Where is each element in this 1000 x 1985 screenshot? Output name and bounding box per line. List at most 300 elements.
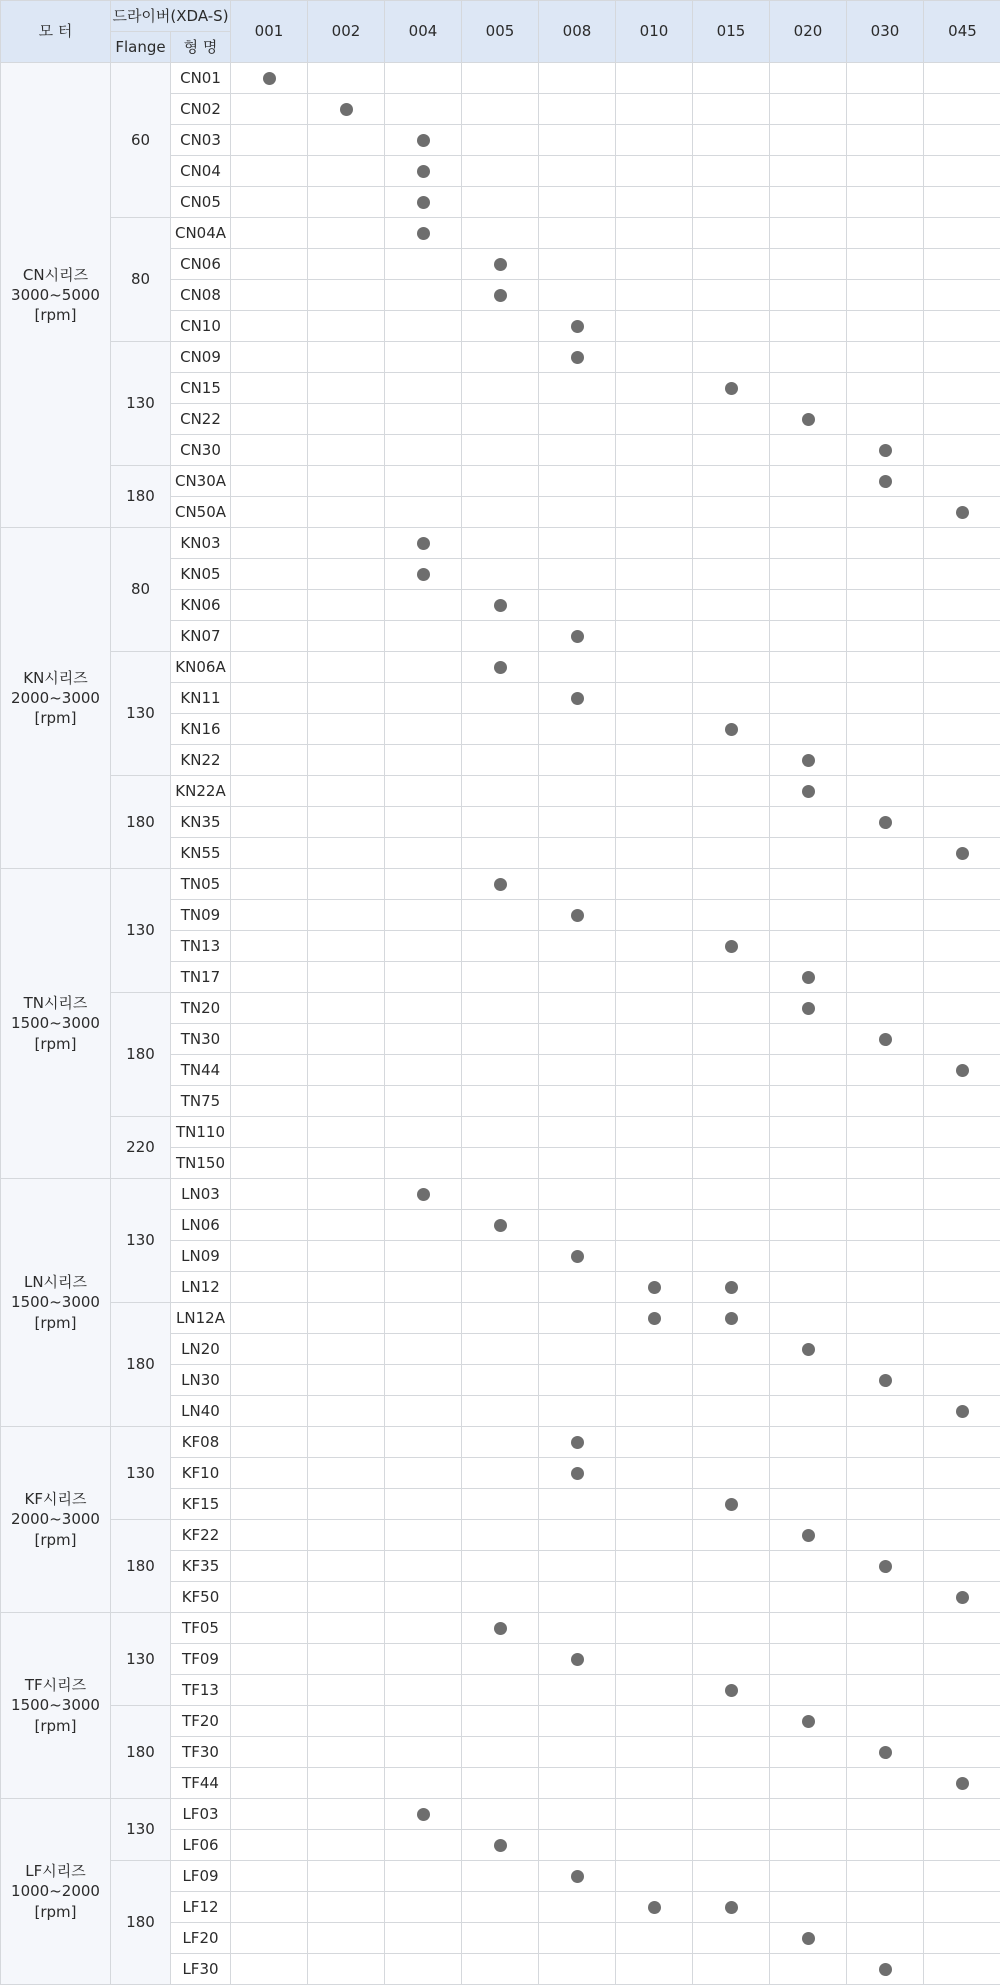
compat-cell — [539, 1303, 616, 1334]
table-row — [1, 869, 1000, 900]
flange-cell: 180 — [111, 993, 171, 1117]
compat-cell — [308, 1892, 385, 1923]
compat-cell — [462, 1396, 539, 1427]
compat-cell — [924, 745, 1000, 776]
compat-cell — [231, 1582, 308, 1613]
compat-cell — [924, 714, 1000, 745]
compat-cell — [231, 900, 308, 931]
compat-cell — [693, 1861, 770, 1892]
compat-cell — [924, 466, 1000, 497]
model-cell: KN06 — [171, 590, 231, 621]
compat-cell — [539, 559, 616, 590]
compat-cell — [539, 1241, 616, 1272]
compat-cell — [693, 1923, 770, 1954]
compat-cell — [231, 497, 308, 528]
compat-cell — [770, 962, 847, 993]
compat-cell — [231, 745, 308, 776]
compat-cell — [616, 311, 693, 342]
model-cell: KN03 — [171, 528, 231, 559]
compat-cell — [385, 621, 462, 652]
compat-cell — [770, 1520, 847, 1551]
compat-cell — [231, 187, 308, 218]
compat-cell — [231, 1241, 308, 1272]
compat-cell — [847, 807, 924, 838]
compat-cell — [847, 931, 924, 962]
compat-cell — [231, 1396, 308, 1427]
compat-cell — [385, 1210, 462, 1241]
compat-cell — [385, 1892, 462, 1923]
compat-cell — [385, 652, 462, 683]
series-name: KF시리즈 — [24, 1490, 87, 1509]
compat-cell — [770, 1644, 847, 1675]
compat-cell — [693, 1768, 770, 1799]
compat-cell — [385, 528, 462, 559]
compat-cell — [770, 931, 847, 962]
compat-dot-icon — [417, 196, 430, 209]
compat-cell — [616, 280, 693, 311]
compat-cell — [770, 714, 847, 745]
compat-cell — [616, 590, 693, 621]
compat-cell — [385, 125, 462, 156]
compat-cell — [616, 1892, 693, 1923]
compat-cell — [770, 1830, 847, 1861]
compat-cell — [847, 652, 924, 683]
compat-cell — [539, 1830, 616, 1861]
compat-cell — [231, 1923, 308, 1954]
compat-cell — [231, 342, 308, 373]
compat-cell — [770, 280, 847, 311]
compat-cell — [693, 1830, 770, 1861]
compat-cell — [847, 1427, 924, 1458]
flange-cell: 130 — [111, 1427, 171, 1520]
series-speed: 1500~3000 — [11, 1293, 100, 1312]
compat-cell — [693, 1892, 770, 1923]
compat-cell — [616, 1179, 693, 1210]
compat-cell — [462, 1334, 539, 1365]
compat-cell — [693, 1427, 770, 1458]
compat-cell — [231, 1303, 308, 1334]
compat-cell — [231, 311, 308, 342]
compat-cell — [924, 1427, 1000, 1458]
compat-cell — [385, 1737, 462, 1768]
series-name: CN시리즈 — [22, 265, 89, 284]
compat-cell — [847, 1334, 924, 1365]
compat-cell — [539, 1117, 616, 1148]
compat-cell — [462, 962, 539, 993]
compat-cell — [847, 590, 924, 621]
compat-cell — [847, 869, 924, 900]
compat-cell — [924, 683, 1000, 714]
compat-cell — [308, 1427, 385, 1458]
compat-dot-icon — [802, 1529, 815, 1542]
compat-dot-icon — [571, 630, 584, 643]
compat-dot-icon — [879, 1374, 892, 1387]
compat-cell — [924, 993, 1000, 1024]
compat-cell — [616, 993, 693, 1024]
compat-cell — [539, 528, 616, 559]
compat-cell — [231, 1086, 308, 1117]
table-row — [1, 776, 1000, 807]
compat-cell — [924, 1706, 1000, 1737]
compat-cell — [308, 1458, 385, 1489]
flange-cell: 180 — [111, 1303, 171, 1427]
model-cell: CN06 — [171, 249, 231, 280]
compat-cell — [616, 1923, 693, 1954]
compat-cell — [385, 373, 462, 404]
compat-cell — [616, 1427, 693, 1458]
compat-cell — [539, 1365, 616, 1396]
compat-cell — [616, 1086, 693, 1117]
compat-cell — [924, 652, 1000, 683]
table-row — [1, 1613, 1000, 1644]
model-cell: KN16 — [171, 714, 231, 745]
compat-cell — [847, 187, 924, 218]
compat-cell — [385, 94, 462, 125]
model-cell: LN40 — [171, 1396, 231, 1427]
compat-cell — [770, 621, 847, 652]
compat-cell — [539, 1551, 616, 1582]
compat-cell — [308, 1675, 385, 1706]
compat-cell — [231, 590, 308, 621]
compat-cell — [847, 838, 924, 869]
compat-cell — [770, 1613, 847, 1644]
compat-cell — [693, 1117, 770, 1148]
compat-cell — [770, 1582, 847, 1613]
compat-cell — [231, 683, 308, 714]
compat-cell — [770, 156, 847, 187]
model-cell: TN110 — [171, 1117, 231, 1148]
compat-cell — [462, 714, 539, 745]
table-row — [1, 63, 1000, 94]
compat-cell — [231, 1892, 308, 1923]
compat-cell — [770, 807, 847, 838]
flange-cell: 130 — [111, 869, 171, 993]
compat-dot-icon — [725, 1312, 738, 1325]
table-row — [1, 993, 1000, 1024]
compat-cell — [308, 621, 385, 652]
compat-cell — [539, 1210, 616, 1241]
compat-cell — [616, 1830, 693, 1861]
compat-cell — [539, 125, 616, 156]
compat-cell — [231, 1272, 308, 1303]
compat-cell — [693, 807, 770, 838]
compat-cell — [847, 1551, 924, 1582]
compat-cell — [308, 838, 385, 869]
compat-cell — [616, 745, 693, 776]
model-cell: CN03 — [171, 125, 231, 156]
compat-cell — [693, 714, 770, 745]
compat-cell — [308, 1272, 385, 1303]
compat-cell — [924, 1303, 1000, 1334]
compat-cell — [770, 1365, 847, 1396]
compat-cell — [770, 869, 847, 900]
compat-cell — [847, 1086, 924, 1117]
compat-dot-icon — [956, 1591, 969, 1604]
compat-cell — [308, 1923, 385, 1954]
series-name: KN시리즈 — [23, 668, 88, 687]
compat-cell — [385, 1644, 462, 1675]
compat-cell — [385, 559, 462, 590]
compat-cell — [539, 1055, 616, 1086]
compat-cell — [770, 1861, 847, 1892]
compat-cell — [616, 1520, 693, 1551]
compat-dot-icon — [417, 165, 430, 178]
compat-cell — [462, 1923, 539, 1954]
series-name: TF시리즈 — [24, 1676, 87, 1695]
compat-cell — [308, 900, 385, 931]
compat-cell — [770, 528, 847, 559]
compat-cell — [308, 1551, 385, 1582]
compat-dot-icon — [494, 289, 507, 302]
compat-cell — [231, 993, 308, 1024]
compat-cell — [231, 1024, 308, 1055]
model-cell: TN44 — [171, 1055, 231, 1086]
compat-cell — [616, 1675, 693, 1706]
table-row — [1, 1303, 1000, 1334]
compat-cell — [231, 1148, 308, 1179]
compat-cell — [385, 1675, 462, 1706]
driver-col-header: 002 — [308, 1, 385, 63]
driver-header: 드라이버(XDA-S) — [111, 1, 231, 32]
compat-cell — [924, 931, 1000, 962]
compat-cell — [616, 1768, 693, 1799]
compat-cell — [847, 280, 924, 311]
compat-dot-icon — [956, 847, 969, 860]
compat-dot-icon — [417, 227, 430, 240]
compat-cell — [770, 1799, 847, 1830]
compat-cell — [770, 1210, 847, 1241]
compat-cell — [770, 900, 847, 931]
compat-cell — [231, 776, 308, 807]
compat-cell — [693, 1458, 770, 1489]
compat-cell — [231, 652, 308, 683]
flange-cell: 130 — [111, 652, 171, 776]
compat-cell — [847, 249, 924, 280]
compat-cell — [616, 1613, 693, 1644]
compat-cell — [616, 776, 693, 807]
compat-dot-icon — [725, 1684, 738, 1697]
compat-cell — [231, 1799, 308, 1830]
compat-cell — [231, 156, 308, 187]
compat-cell — [385, 1830, 462, 1861]
compat-cell — [847, 900, 924, 931]
compat-cell — [385, 435, 462, 466]
compat-cell — [462, 1179, 539, 1210]
compat-cell — [770, 373, 847, 404]
compat-cell — [924, 156, 1000, 187]
compat-cell — [693, 1055, 770, 1086]
table-row — [1, 342, 1000, 373]
compat-dot-icon — [494, 661, 507, 674]
compat-cell — [616, 1210, 693, 1241]
compat-cell — [616, 838, 693, 869]
compat-cell — [847, 1365, 924, 1396]
compat-cell — [308, 652, 385, 683]
compat-cell — [616, 1861, 693, 1892]
compat-cell — [693, 280, 770, 311]
compat-cell — [770, 435, 847, 466]
compat-cell — [462, 1024, 539, 1055]
compat-dot-icon — [879, 444, 892, 457]
compat-dot-icon — [802, 1343, 815, 1356]
model-cell: CN04 — [171, 156, 231, 187]
model-cell: KN22A — [171, 776, 231, 807]
model-cell: TF09 — [171, 1644, 231, 1675]
compat-cell — [231, 807, 308, 838]
flange-cell: 180 — [111, 1520, 171, 1613]
compat-cell — [539, 714, 616, 745]
compat-dot-icon — [417, 134, 430, 147]
compat-cell — [847, 435, 924, 466]
compat-cell — [924, 900, 1000, 931]
compat-cell — [462, 1644, 539, 1675]
compat-cell — [924, 1024, 1000, 1055]
compat-cell — [847, 962, 924, 993]
series-unit: [rpm] — [34, 1313, 77, 1332]
table-row — [1, 1799, 1000, 1830]
flange-cell: 180 — [111, 1706, 171, 1799]
compat-cell — [385, 1148, 462, 1179]
compat-cell — [539, 1520, 616, 1551]
compat-cell — [462, 807, 539, 838]
series-cell — [1, 1427, 111, 1613]
compat-cell — [231, 466, 308, 497]
compat-cell — [231, 621, 308, 652]
compat-cell — [462, 1520, 539, 1551]
compat-cell — [462, 342, 539, 373]
compat-cell — [770, 1148, 847, 1179]
compat-cell — [693, 311, 770, 342]
compat-cell — [539, 1489, 616, 1520]
compat-cell — [770, 342, 847, 373]
series-speed: 2000~3000 — [11, 1510, 100, 1529]
compat-cell — [539, 1954, 616, 1985]
compat-cell — [462, 280, 539, 311]
compat-dot-icon — [725, 382, 738, 395]
model-cell: KN05 — [171, 559, 231, 590]
compat-cell — [693, 1706, 770, 1737]
compat-cell — [924, 404, 1000, 435]
compat-cell — [539, 249, 616, 280]
compat-cell — [693, 1520, 770, 1551]
compat-cell — [924, 1334, 1000, 1365]
compat-dot-icon — [725, 1498, 738, 1511]
compat-cell — [231, 1737, 308, 1768]
compat-cell — [616, 1706, 693, 1737]
compat-cell — [924, 435, 1000, 466]
compat-cell — [385, 1241, 462, 1272]
model-cell: TN13 — [171, 931, 231, 962]
compat-cell — [539, 342, 616, 373]
compat-cell — [770, 466, 847, 497]
compat-cell — [385, 249, 462, 280]
series-name: LF시리즈 — [25, 1862, 86, 1881]
flange-cell: 220 — [111, 1117, 171, 1179]
compat-cell — [616, 249, 693, 280]
compat-cell — [770, 1024, 847, 1055]
compat-cell — [308, 776, 385, 807]
compat-cell — [616, 1644, 693, 1675]
compat-cell — [616, 1241, 693, 1272]
compat-cell — [308, 63, 385, 94]
compat-cell — [847, 1582, 924, 1613]
compat-cell — [924, 1086, 1000, 1117]
series-speed: 3000~5000 — [11, 285, 100, 304]
compat-cell — [308, 1861, 385, 1892]
compat-cell — [770, 1055, 847, 1086]
compat-cell — [385, 1489, 462, 1520]
compat-cell — [539, 1923, 616, 1954]
compat-dot-icon — [879, 1033, 892, 1046]
compat-cell — [693, 869, 770, 900]
compat-cell — [847, 342, 924, 373]
compat-cell — [308, 745, 385, 776]
compat-cell — [385, 1520, 462, 1551]
compat-cell — [924, 1613, 1000, 1644]
model-cell: CN22 — [171, 404, 231, 435]
series-speed: 2000~3000 — [11, 688, 100, 707]
series-unit: [rpm] — [34, 709, 77, 728]
compat-cell — [924, 1644, 1000, 1675]
model-cell: CN05 — [171, 187, 231, 218]
model-cell: LN12A — [171, 1303, 231, 1334]
series-unit: [rpm] — [34, 1034, 77, 1053]
compat-cell — [462, 993, 539, 1024]
compat-cell — [693, 218, 770, 249]
compat-cell — [385, 156, 462, 187]
compat-cell — [539, 373, 616, 404]
compat-dot-icon — [417, 568, 430, 581]
compat-cell — [770, 652, 847, 683]
compat-cell — [616, 125, 693, 156]
series-cell — [1, 1799, 111, 1985]
compat-cell — [770, 1892, 847, 1923]
flange-cell: 130 — [111, 342, 171, 466]
compat-cell — [385, 1551, 462, 1582]
compat-cell — [770, 1675, 847, 1706]
compat-cell — [847, 156, 924, 187]
compat-cell — [539, 1179, 616, 1210]
compat-cell — [847, 993, 924, 1024]
compat-cell — [539, 435, 616, 466]
flange-cell: 180 — [111, 466, 171, 528]
motor-header: 모 터 — [1, 1, 111, 63]
compat-cell — [693, 1489, 770, 1520]
compat-cell — [308, 1799, 385, 1830]
compat-cell — [462, 311, 539, 342]
compat-cell — [847, 1303, 924, 1334]
compat-cell — [616, 559, 693, 590]
model-cell: TN30 — [171, 1024, 231, 1055]
compat-cell — [924, 838, 1000, 869]
compat-cell — [693, 1303, 770, 1334]
compat-cell — [616, 1954, 693, 1985]
compat-cell — [693, 528, 770, 559]
compat-cell — [847, 1892, 924, 1923]
table-row — [1, 1520, 1000, 1551]
compat-cell — [847, 1768, 924, 1799]
compat-cell — [693, 373, 770, 404]
compat-cell — [539, 1086, 616, 1117]
compat-dot-icon — [802, 1715, 815, 1728]
compat-cell — [616, 1117, 693, 1148]
compat-cell — [231, 1830, 308, 1861]
compat-cell — [308, 218, 385, 249]
compat-cell — [385, 497, 462, 528]
compat-cell — [231, 1861, 308, 1892]
compat-cell — [770, 249, 847, 280]
compat-cell — [924, 1954, 1000, 1985]
